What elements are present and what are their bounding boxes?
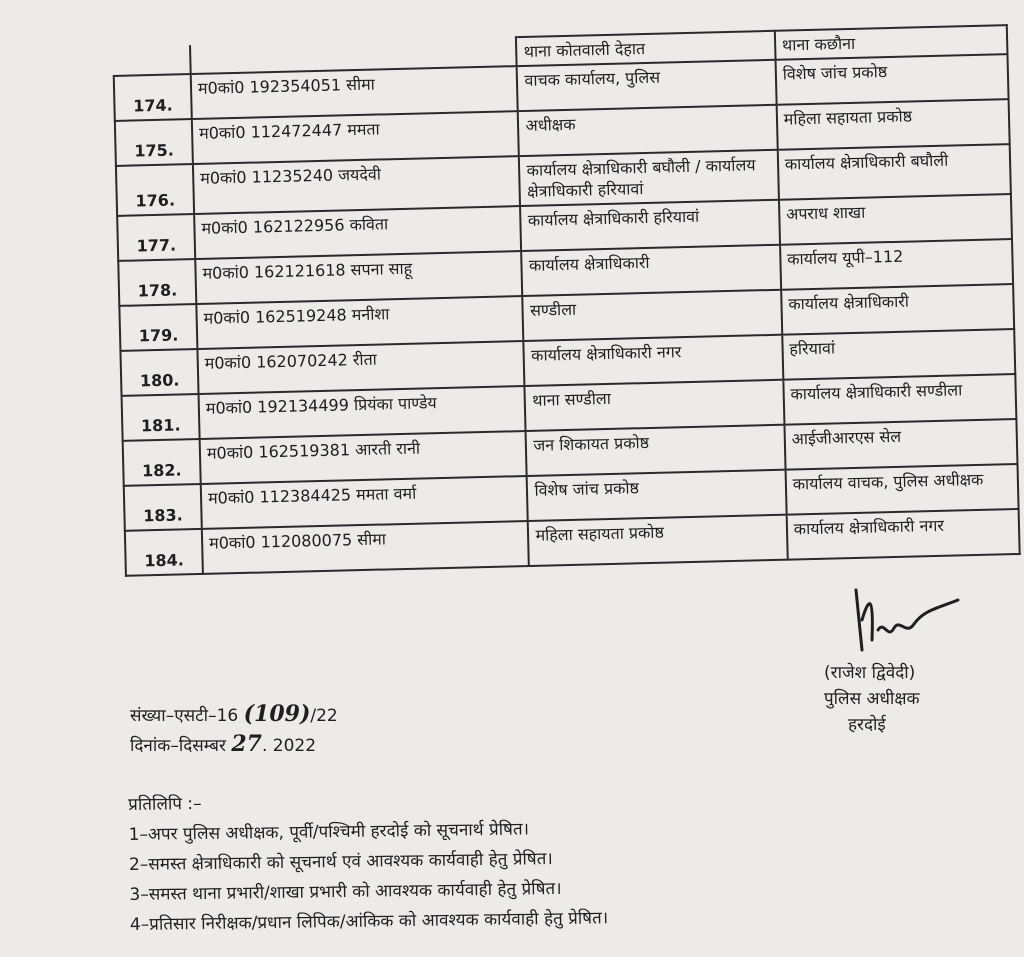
row-name-cell: म0कां0 192354051 सीमा bbox=[191, 66, 519, 119]
row-name-cell: म0कां0 162122956 कविता bbox=[194, 206, 522, 259]
row-from-cell: कार्यालय क्षेत्राधिकारी bbox=[522, 245, 781, 296]
copy-line-2: 2–समस्त क्षेत्राधिकारी को सूचनार्थ एवं आवश्यक कार्यवाही हेतु प्रेषित। bbox=[128, 849, 553, 875]
signatory-name: (राजेश द्विवेदी) bbox=[824, 663, 916, 683]
row-to-cell: कार्यालय क्षेत्राधिकारी नगर bbox=[786, 509, 1019, 560]
row-name-cell: म0कां0 162070242 रीता bbox=[197, 341, 525, 394]
signatory-district: हरदोई bbox=[848, 715, 886, 735]
signatory-block bbox=[824, 660, 920, 738]
copy-heading: प्रतिलिपि :– bbox=[128, 793, 202, 815]
row-serial-cell: 174. bbox=[114, 74, 192, 121]
row-from-cell: वाचक कार्यालय, पुलिस bbox=[517, 60, 776, 111]
row-from-cell: अधीक्षक bbox=[518, 105, 777, 156]
row-name-cell: म0कां0 112080075 सीमा bbox=[202, 521, 530, 574]
row-to-cell: कार्यालय क्षेत्राधिकारी सण्डीला bbox=[783, 374, 1016, 425]
signatory-designation: पुलिस अधीक्षक bbox=[824, 689, 920, 709]
row-name-cell: म0कां0 192134499 प्रियंका पाण्डेय bbox=[199, 386, 527, 439]
signature-scribble bbox=[848, 580, 988, 660]
row-serial-cell: 184. bbox=[125, 529, 203, 576]
reference-number-suffix: /22 bbox=[310, 706, 338, 726]
reference-block bbox=[130, 700, 338, 760]
row-to-cell: हरियावां bbox=[782, 329, 1015, 380]
row-name-cell: म0कां0 112472447 ममता bbox=[192, 111, 520, 164]
transfer-table bbox=[112, 24, 1021, 606]
reference-date-prefix: दिनांक–दिसम्बर bbox=[130, 736, 226, 756]
row-serial-cell: 175. bbox=[115, 119, 193, 166]
row-name-cell: म0कां0 162121618 सपना साहू bbox=[195, 251, 523, 304]
reference-number-line bbox=[130, 700, 338, 730]
row-serial-cell: 181. bbox=[122, 394, 200, 441]
row-to-cell: महिला सहायता प्रकोष्ठ bbox=[776, 99, 1009, 150]
transfer-table-grid bbox=[112, 24, 1021, 577]
row-serial-cell: 176. bbox=[116, 164, 194, 216]
row-from-cell: कार्यालय क्षेत्राधिकारी नगर bbox=[524, 335, 783, 386]
copy-line-3: 3–समस्त थाना प्रभारी/शाखा प्रभारी को आवश्यक कार्यवाही हेतु प्रेषित। bbox=[129, 878, 562, 905]
row-from-cell: सण्डीला bbox=[523, 290, 782, 341]
row-name-cell: म0कां0 112384425 ममता वर्मा bbox=[201, 476, 529, 529]
row-from-cell: थाना सण्डीला bbox=[525, 380, 784, 431]
row-serial-cell: 179. bbox=[119, 304, 197, 351]
row-serial-cell: 180. bbox=[120, 349, 198, 396]
row-from-cell: जन शिकायत प्रकोष्ठ bbox=[526, 425, 785, 476]
row-to-cell: अपराध शाखा bbox=[779, 194, 1012, 245]
header-from-cell: थाना कोतवाली देहात bbox=[516, 31, 775, 66]
copy-to-block bbox=[128, 783, 608, 940]
row-serial-cell: 178. bbox=[118, 259, 196, 306]
row-from-cell: विशेष जांच प्रकोष्ठ bbox=[527, 470, 786, 521]
row-name-cell: म0कां0 11235240 जयदेवी bbox=[193, 156, 521, 214]
row-serial-cell: 183. bbox=[124, 484, 202, 531]
copy-line-1: 1–अपर पुलिस अधीक्षक, पूर्वी/पश्चिमी हरदोई को सूचनार्थ प्रेषित। bbox=[128, 819, 530, 845]
header-to-cell: थाना कछौना bbox=[775, 25, 1008, 60]
row-to-cell: आईजीआरएस सेल bbox=[784, 419, 1017, 470]
row-from-cell: कार्यालय क्षेत्राधिकारी हरियावां bbox=[521, 200, 780, 251]
row-to-cell: विशेष जांच प्रकोष्ठ bbox=[775, 54, 1008, 105]
row-name-cell: म0कां0 162519248 मनीशा bbox=[196, 296, 524, 349]
row-to-cell: कार्यालय वाचक, पुलिस अधीक्षक bbox=[785, 464, 1018, 515]
row-serial-cell: 182. bbox=[123, 439, 201, 486]
row-serial-cell: 177. bbox=[117, 214, 195, 261]
row-to-cell: कार्यालय क्षेत्राधिकारी bbox=[781, 284, 1014, 335]
copy-line-4: 4–प्रतिसार निरीक्षक/प्रधान लिपिक/आंकिक को आवश्यक कार्यवाही हेतु प्रेषित। bbox=[129, 908, 609, 935]
reference-number-prefix: संख्या–एसटी–16 bbox=[130, 706, 239, 726]
row-to-cell: कार्यालय क्षेत्राधिकारी बघौली bbox=[778, 144, 1011, 200]
reference-date-line bbox=[130, 730, 338, 760]
header-blank-sno bbox=[113, 45, 191, 76]
row-to-cell: कार्यालय यूपी–112 bbox=[780, 239, 1013, 290]
row-name-cell: म0कां0 162519381 आरती रानी bbox=[200, 431, 528, 484]
reference-number-handwritten: (109) bbox=[243, 701, 311, 727]
reference-date-suffix: . 2022 bbox=[261, 736, 317, 756]
row-from-cell: महिला सहायता प्रकोष्ठ bbox=[528, 515, 787, 566]
row-from-cell: कार्यालय क्षेत्राधिकारी बघौली / कार्यालय क्षेत्राधिकारी हरियावां bbox=[519, 150, 778, 206]
reference-date-handwritten: 27 bbox=[231, 731, 262, 757]
